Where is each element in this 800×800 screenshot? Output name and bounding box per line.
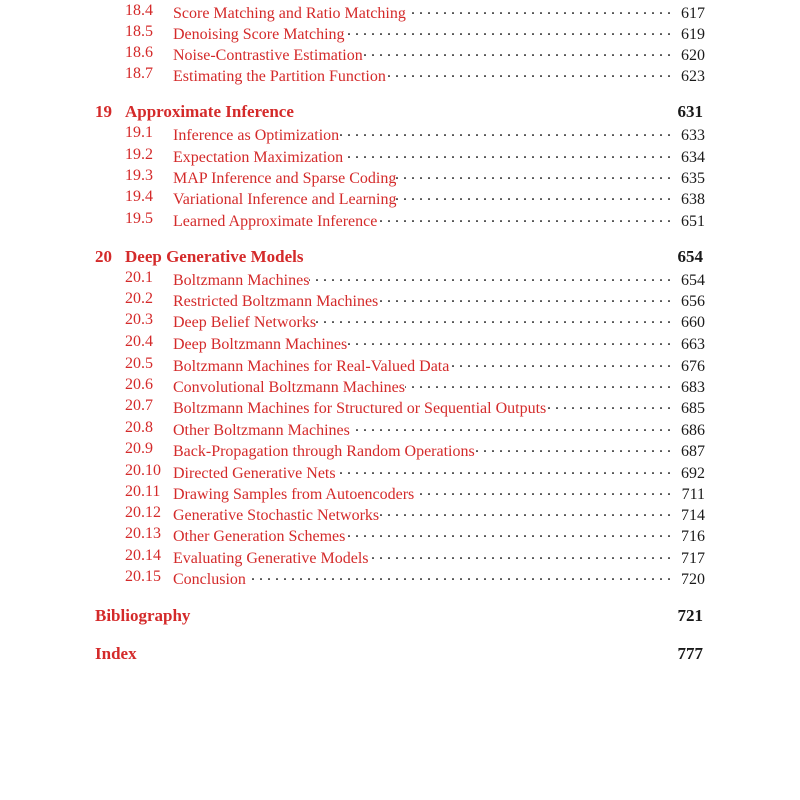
section-title: Directed Generative Nets [173, 465, 336, 482]
page-number: 620 [681, 47, 705, 64]
chapter-title: Deep Generative Models [125, 247, 304, 266]
section-title: Variational Inference and Learning [173, 191, 397, 208]
section-number: 20.8 [125, 419, 153, 436]
chapter-title: Approximate Inference [125, 102, 294, 121]
section-title: Restricted Boltzmann Machines [173, 293, 379, 310]
leader-dots [449, 355, 677, 371]
leader-dots [347, 333, 677, 349]
section-title: Expectation Maximization [173, 149, 344, 166]
leader-dots [377, 210, 677, 226]
chapter-number: 20 [95, 247, 112, 266]
page-number: 623 [681, 68, 705, 85]
leader-dots [363, 44, 677, 60]
section-title: Estimating the Partition Function [173, 68, 386, 85]
section-title: Noise-Contrastive Estimation [173, 47, 363, 64]
page-number: 686 [681, 422, 705, 439]
toc-entry-20-12[interactable] [95, 504, 705, 526]
section-title: Generative Stochastic Networks [173, 507, 380, 524]
section-title: Boltzmann Machines for Structured or Sequential Outputs [173, 400, 547, 417]
toc-entry-19-1[interactable] [95, 124, 705, 146]
section-number: 19.4 [125, 188, 153, 205]
page-number: 683 [681, 379, 705, 396]
section-title: Evaluating Generative Models [173, 550, 369, 567]
leader-dots [405, 376, 677, 392]
chapter-title: Bibliography [95, 606, 191, 625]
section-number: 19.2 [125, 146, 153, 163]
page-number: 720 [681, 571, 705, 588]
leader-dots [343, 146, 677, 162]
section-title: Learned Approximate Inference [173, 213, 378, 230]
section-title: Denoising Score Matching [173, 26, 345, 43]
toc-entry-20-14[interactable] [95, 547, 705, 569]
leader-dots [386, 65, 677, 81]
section-number: 20.14 [125, 547, 161, 564]
toc-entry-20-6[interactable] [95, 376, 705, 398]
leader-dots [309, 269, 677, 285]
section-title: Boltzmann Machines [173, 272, 310, 289]
page-number: 717 [681, 550, 705, 567]
section-number: 20.7 [125, 397, 153, 414]
page-number: 651 [681, 213, 705, 230]
section-number: 19.3 [125, 167, 153, 184]
section-title: Back-Propagation through Random Operations [173, 443, 475, 460]
leader-dots [414, 483, 677, 499]
page-number: 638 [681, 191, 705, 208]
toc-entry-20-8[interactable] [95, 419, 705, 441]
section-number: 19.5 [125, 210, 153, 227]
section-title: Inference as Optimization [173, 127, 340, 144]
toc-entry-18-7[interactable] [95, 65, 705, 87]
section-title: Score Matching and Ratio Matching [173, 5, 406, 22]
toc-entry-20-9[interactable] [95, 440, 705, 462]
chapter-page: 721 [677, 606, 703, 625]
section-number: 20.1 [125, 269, 153, 286]
leader-dots [246, 568, 677, 584]
section-title: Convolutional Boltzmann Machines [173, 379, 405, 396]
section-number: 20.6 [125, 376, 153, 393]
toc-entry-20-2[interactable] [95, 290, 705, 312]
page-number: 656 [681, 293, 705, 310]
section-number: 20.4 [125, 333, 153, 350]
leader-dots [396, 167, 677, 183]
page-number: 711 [681, 486, 705, 503]
section-title: Other Generation Schemes [173, 528, 346, 545]
toc-bibliography[interactable] [95, 606, 705, 630]
section-title: Drawing Samples from Autoencoders [173, 486, 415, 503]
toc-entry-20-11[interactable] [95, 483, 705, 505]
toc-entry-19-4[interactable] [95, 188, 705, 210]
section-number: 20.12 [125, 504, 161, 521]
leader-dots [345, 23, 677, 39]
toc-entry-20-7[interactable] [95, 397, 705, 419]
page-number: 685 [681, 400, 705, 417]
section-title: Deep Belief Networks [173, 314, 317, 331]
leader-dots [378, 290, 677, 306]
chapter-page: 777 [677, 644, 703, 663]
section-title: Conclusion [173, 571, 246, 588]
section-number: 20.13 [125, 525, 161, 542]
leader-dots [475, 440, 677, 456]
section-number: 20.3 [125, 311, 153, 328]
section-number: 19.1 [125, 124, 153, 141]
page-number: 660 [681, 314, 705, 331]
leader-dots [339, 124, 677, 140]
leader-dots [546, 397, 677, 413]
toc-index[interactable] [95, 644, 705, 668]
page-number: 617 [681, 5, 705, 22]
section-number: 20.15 [125, 568, 161, 585]
leader-dots [316, 311, 677, 327]
chapter-page: 654 [677, 247, 703, 266]
section-number: 20.11 [125, 483, 161, 500]
section-number: 18.7 [125, 65, 153, 82]
toc-entry-20-5[interactable] [95, 355, 705, 377]
section-title: Boltzmann Machines for Real-Valued Data [173, 358, 450, 375]
toc-chapter-20[interactable] [95, 247, 705, 271]
section-number: 18.4 [125, 2, 153, 19]
page-number: 676 [681, 358, 705, 375]
section-number: 18.6 [125, 44, 153, 61]
page-number: 634 [681, 149, 705, 166]
section-number: 20.10 [125, 462, 161, 479]
toc-entry-19-5[interactable] [95, 210, 705, 232]
section-title: Deep Boltzmann Machines [173, 336, 348, 353]
toc-entry-20-15[interactable] [95, 568, 705, 590]
section-number: 20.2 [125, 290, 153, 307]
toc-entry-18-4[interactable] [95, 2, 705, 24]
page-number: 635 [681, 170, 705, 187]
page-number: 692 [681, 465, 705, 482]
toc-entry-18-6[interactable] [95, 44, 705, 66]
section-title: MAP Inference and Sparse Coding [173, 170, 397, 187]
section-number: 20.9 [125, 440, 153, 457]
page-number: 714 [681, 507, 705, 524]
page-number: 687 [681, 443, 705, 460]
toc-entry-20-3[interactable] [95, 311, 705, 333]
leader-dots [350, 419, 677, 435]
section-number: 18.5 [125, 23, 153, 40]
leader-dots [396, 188, 677, 204]
toc-chapter-19[interactable] [95, 102, 705, 126]
toc-entry-20-13[interactable] [95, 525, 705, 547]
page-number: 663 [681, 336, 705, 353]
toc-entry-20-1[interactable] [95, 269, 705, 291]
section-number: 20.5 [125, 355, 153, 372]
leader-dots [369, 547, 678, 563]
toc-entry-18-5[interactable] [95, 23, 705, 45]
page-number: 654 [681, 272, 705, 289]
chapter-number: 19 [95, 102, 112, 121]
chapter-title: Index [95, 644, 137, 663]
toc-entry-19-3[interactable] [95, 167, 705, 189]
section-title: Other Boltzmann Machines [173, 422, 350, 439]
chapter-page: 631 [677, 102, 703, 121]
leader-dots [379, 504, 677, 520]
leader-dots [406, 2, 677, 18]
toc-entry-20-10[interactable] [95, 462, 705, 484]
leader-dots [345, 525, 677, 541]
page-number: 716 [681, 528, 705, 545]
page-number: 633 [681, 127, 705, 144]
toc-entry-19-2[interactable] [95, 146, 705, 168]
leader-dots [336, 462, 677, 478]
toc-entry-20-4[interactable] [95, 333, 705, 355]
page-number: 619 [681, 26, 705, 43]
